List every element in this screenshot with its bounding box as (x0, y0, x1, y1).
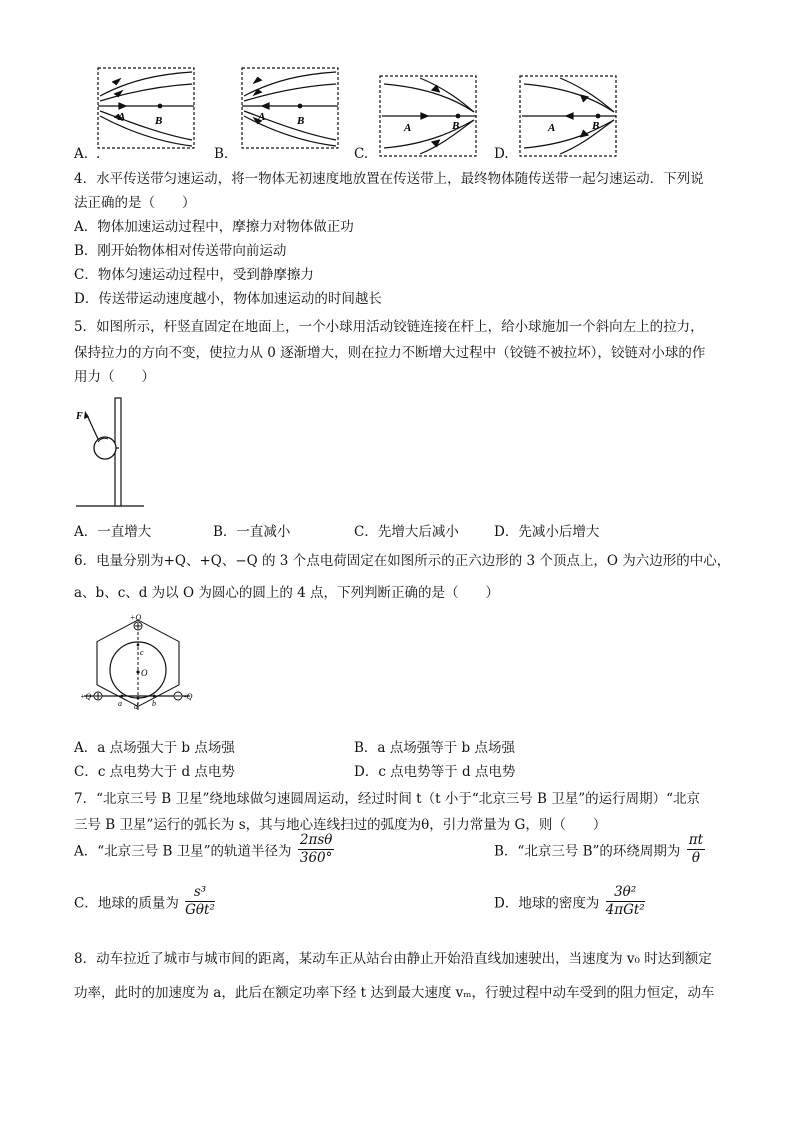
q6-option-c[interactable]: C．c 点电势大于 d 点电势 (74, 764, 235, 780)
q7-d-denominator: 4πGt² (605, 902, 645, 918)
q4-stem-line1: 4．水平传送带匀速运动，将一物体无初速度地放置在传送带上，最终物体随传送带一起匀速运动．下列说 (74, 171, 704, 187)
q7-option-c-fraction (185, 884, 215, 919)
q4-option-a[interactable]: A．物体加速运动过程中，摩擦力对物体做正功 (74, 219, 354, 235)
q5-option-a[interactable]: A．一直增大 (74, 524, 152, 540)
q6-option-b[interactable]: B．a 点场强等于 b 点场强 (354, 740, 515, 756)
q3-fig-a-point-b: B (155, 115, 163, 127)
q3-option-d[interactable]: D. (494, 146, 509, 162)
q3-option-c[interactable]: C. (354, 146, 369, 162)
q7-option-b-text: B．“北京三号 B”的环绕周期为 (494, 843, 681, 860)
q5-force-label: F (76, 411, 83, 422)
q7-c-numerator: s³ (185, 884, 215, 902)
q6-point-c: c (140, 648, 144, 657)
q6-stem-line1: 6．电量分别为+Q、+Q、−Q 的 3 个点电荷固定在如图所示的正六边形的 3 个顶点上，O 为六边形的中心， (74, 553, 731, 569)
q8-stem-line2: 功率，此时的加速度为 a，此后在额定功率下经 t 达到最大速度 vₘ，行驶过程中动车受到的阻力恒定，动车 (74, 985, 715, 1001)
q5-figure (74, 392, 174, 512)
q7-option-c-text: C．地球的质量为 (74, 895, 179, 912)
q5-stem-line3: 用力（ ） (74, 369, 155, 385)
q6-left-charge: +Q (80, 692, 92, 701)
q3-option-a-dot: . (96, 146, 101, 162)
q3-option-b[interactable]: B. (214, 146, 229, 162)
q7-option-a[interactable] (74, 832, 336, 867)
q3-fig-b-point-b: B (297, 115, 305, 127)
q7-stem-line2: 三号 B 卫星”运行的弧长为 s，其与地心连线扫过的弧度为θ，引力常量为 G，则（ ） (74, 817, 607, 833)
q7-d-numerator: 3θ² (606, 884, 645, 902)
q7-b-denominator: θ (691, 850, 700, 866)
q3-fig-b-point-a: A (258, 111, 266, 123)
q7-stem-line1: 7．“北京三号 B 卫星”绕地球做匀速圆周运动，经过时间 t（t 小于“北京三号 B 卫星”的运行周期）“北京 (74, 791, 701, 807)
q3-figure-d (520, 76, 616, 156)
q7-option-a-text: A．“北京三号 B 卫星”的轨道半径为 (74, 843, 292, 860)
q5-stem-line2: 保持拉力的方向不变，使拉力从 0 逐渐增大，则在拉力不断增大过程中（铰链不被拉坏），铰链对小球的作 (74, 345, 706, 361)
q7-a-denominator: 360° (299, 850, 333, 866)
q5-option-c[interactable]: C．先增大后减小 (354, 524, 459, 540)
q3-option-a[interactable] (74, 146, 100, 162)
q6-point-b: b (152, 699, 156, 708)
q4-stem-line2: 法正确的是（ ） (74, 195, 196, 211)
q3-fig-a-point-a: A (118, 111, 126, 123)
q7-option-a-fraction (298, 832, 335, 867)
q7-a-numerator: 2πsθ (299, 832, 333, 848)
q4-option-c[interactable]: C．物体匀速运动过程中，受到静摩擦力 (74, 267, 314, 283)
q5-option-b[interactable]: B．一直减小 (213, 524, 291, 540)
q3-fig-c-point-b: B (452, 120, 460, 132)
q6-top-charge: +Q (130, 613, 142, 622)
q7-option-d-text: D．地球的密度为 (494, 895, 600, 912)
q6-figure (74, 610, 204, 720)
q7-option-b-fraction (687, 832, 705, 867)
q3-figures (0, 0, 794, 170)
q7-option-b[interactable] (494, 832, 707, 867)
q7-option-d[interactable] (494, 884, 647, 919)
q6-center-label: O (141, 668, 148, 678)
q4-option-b[interactable]: B．刚开始物体相对传送带向前运动 (74, 243, 287, 259)
q6-option-a[interactable]: A．a 点场强大于 b 点场强 (74, 740, 235, 756)
q3-figure-b (242, 68, 338, 148)
q3-figure-c (380, 76, 476, 156)
q7-option-c[interactable] (74, 884, 217, 919)
q3-fig-d-point-b: B (592, 120, 600, 132)
q6-point-a: a (118, 699, 122, 708)
q6-option-d[interactable]: D．c 点电势等于 d 点电势 (354, 764, 516, 780)
q7-option-d-fraction (606, 884, 645, 919)
q3-option-a-letter: A. (74, 146, 89, 162)
q4-option-d[interactable]: D．传送带运动速度越小，物体加速运动的时间越长 (74, 291, 382, 307)
q7-c-denominator: Gθt² (185, 902, 215, 918)
q3-figure-a (98, 68, 194, 148)
q5-stem-line1: 5．如图所示，杆竖直固定在地面上，一个小球用活动铰链连接在杆上，给小球施加一个斜向左上的拉力， (74, 319, 704, 335)
q6-stem-line2: a、b、c、d 为以 O 为圆心的圆上的 4 点，下列判断正确的是（ ） (74, 585, 500, 601)
q6-right-charge: -Q (184, 692, 193, 701)
q3-fig-d-point-a: A (548, 122, 556, 134)
q3-fig-c-point-a: A (404, 122, 412, 134)
q8-stem-line1: 8．动车拉近了城市与城市间的距离，某动车正从站台由静止开始沿直线加速驶出，当速度为 v₀ 时达到额定 (74, 951, 712, 967)
q7-b-numerator: πt (688, 832, 704, 848)
q5-option-d[interactable]: D．先减小后增大 (494, 524, 600, 540)
q6-point-d: d (134, 702, 138, 711)
